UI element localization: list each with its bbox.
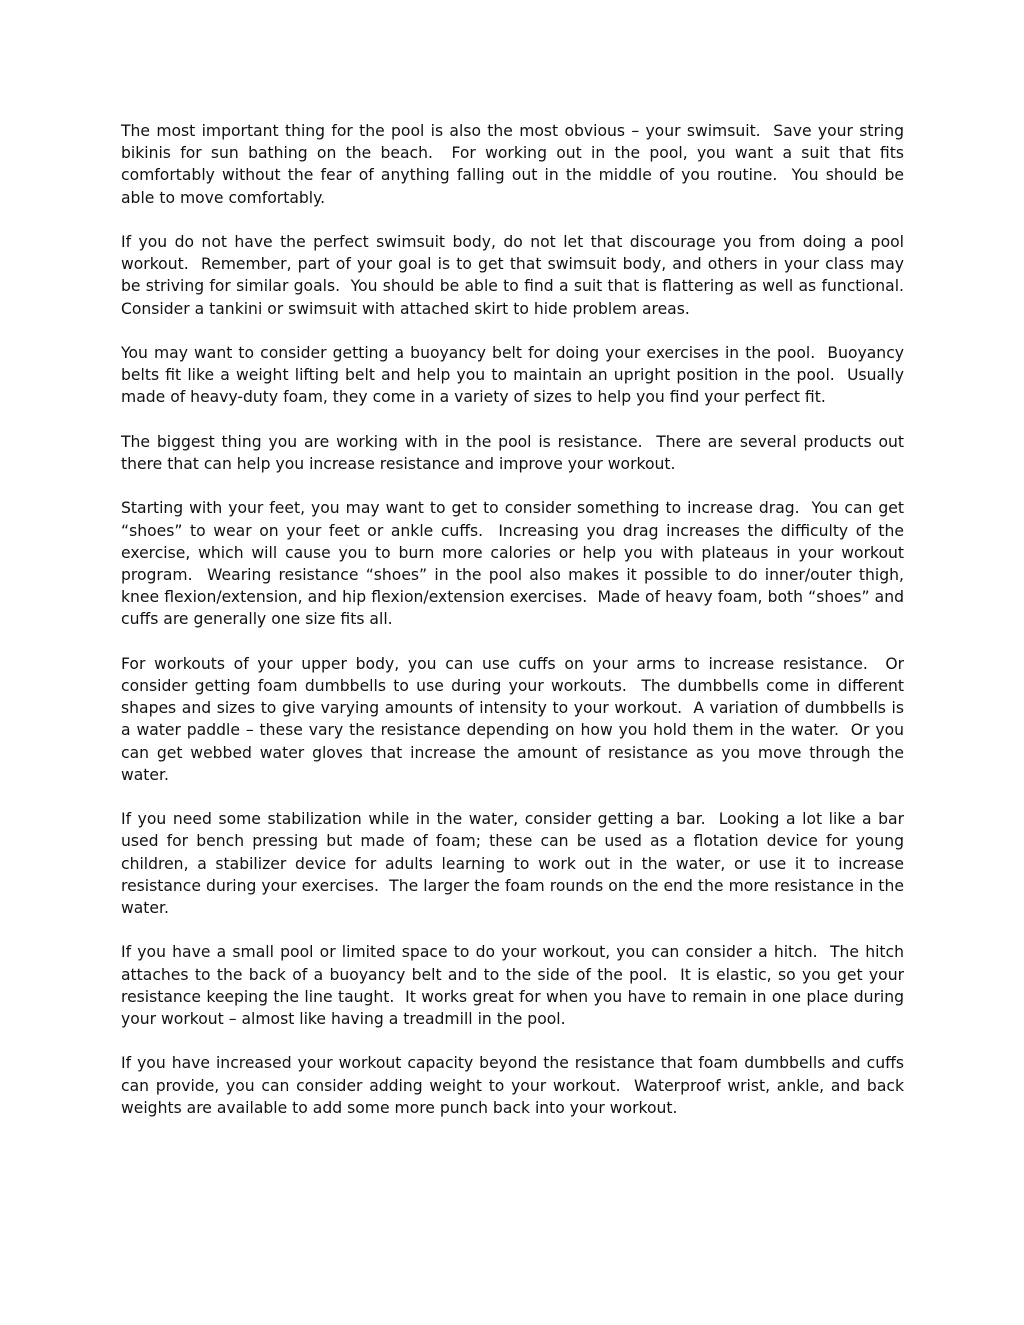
document-page — [121, 120, 914, 1119]
paragraph-upper-body: For workouts of your upper body, you can use cuffs on your arms to increase resistance. Or consider getting foam dumbbells to use during your workouts. The dumbbells come in different shapes and sizes to give varying amounts of intensity to your workout. A variation of dumbbells is a water paddle – these vary the resistance depending on how you hold them in the water. Or you can get webbed water gloves that increase the amount of resistance as you move through the water. — [121, 654, 909, 784]
paragraph-stabilization-bar: If you need some stabilization while in the water, consider getting a bar. Looking a lot like a bar used for bench pressing but made of foam; these can be used as a flotation device for young children, a stabilizer device for adults learning to work out in the water, or use it to increase resistance during your exercises. The larger the foam rounds on the end the more resistance in the water. — [121, 810, 909, 918]
paragraph-resistance: The biggest thing you are working with in the pool is resistance. There are several products out there that can help you increase resistance and improve your workout. — [121, 432, 909, 473]
paragraph-swimsuit: The most important thing for the pool is also the most obvious – your swimsuit. Save your string bikinis for sun bathing on the beach. For working out in the pool, you want a suit that fits comfortably without the fear of anything falling out in the middle of you routine. You should be able to move comfortably. — [121, 122, 909, 207]
paragraph-swimsuit-body: If you do not have the perfect swimsuit body, do not let that discourage you from doing a pool workout. Remember, part of your goal is to get that swimsuit body, and others in your class may be striving for similar goals. You should be able to find a suit that is flattering as well as functional. Consider a tankini or swimsuit with attached skirt to hide problem areas. — [121, 233, 914, 318]
paragraph-feet-drag: Starting with your feet, you may want to get to consider something to increase drag. You can get “shoes” to wear on your feet or ankle cuffs. Increasing you drag increases the difficulty of the exercise, which will cause you to burn more calories or help you with plateaus in your workout program. Wearing resistance “shoes” in the pool also makes it possible to do inner/outer thigh, knee flexion/extension, and hip flexion/extension exercises. Made of heavy foam, both “shoes” and cuffs are generally one size fits all. — [121, 499, 909, 629]
paragraph-buoyancy-belt: You may want to consider getting a buoyancy belt for doing your exercises in the pool. Buoyancy belts fit like a weight lifting belt and help you to maintain an upright position in the pool. Usually made of heavy-duty foam, they come in a variety of sizes to help you find your perfect fit. — [121, 344, 909, 407]
paragraph-hitch: If you have a small pool or limited space to do your workout, you can consider a hitch. The hitch attaches to the back of a buoyancy belt and to the side of the pool. It is elastic, so you get your resistance keeping the line taught. It works great for when you have to remain in one place during your workout – almost like having a treadmill in the pool. — [121, 943, 909, 1029]
paragraph-weights: If you have increased your workout capacity beyond the resistance that foam dumbbells and cuffs can provide, you can consider adding weight to your workout. Waterproof wrist, ankle, and back weights are available to add some more punch back into your workout. — [121, 1054, 909, 1117]
